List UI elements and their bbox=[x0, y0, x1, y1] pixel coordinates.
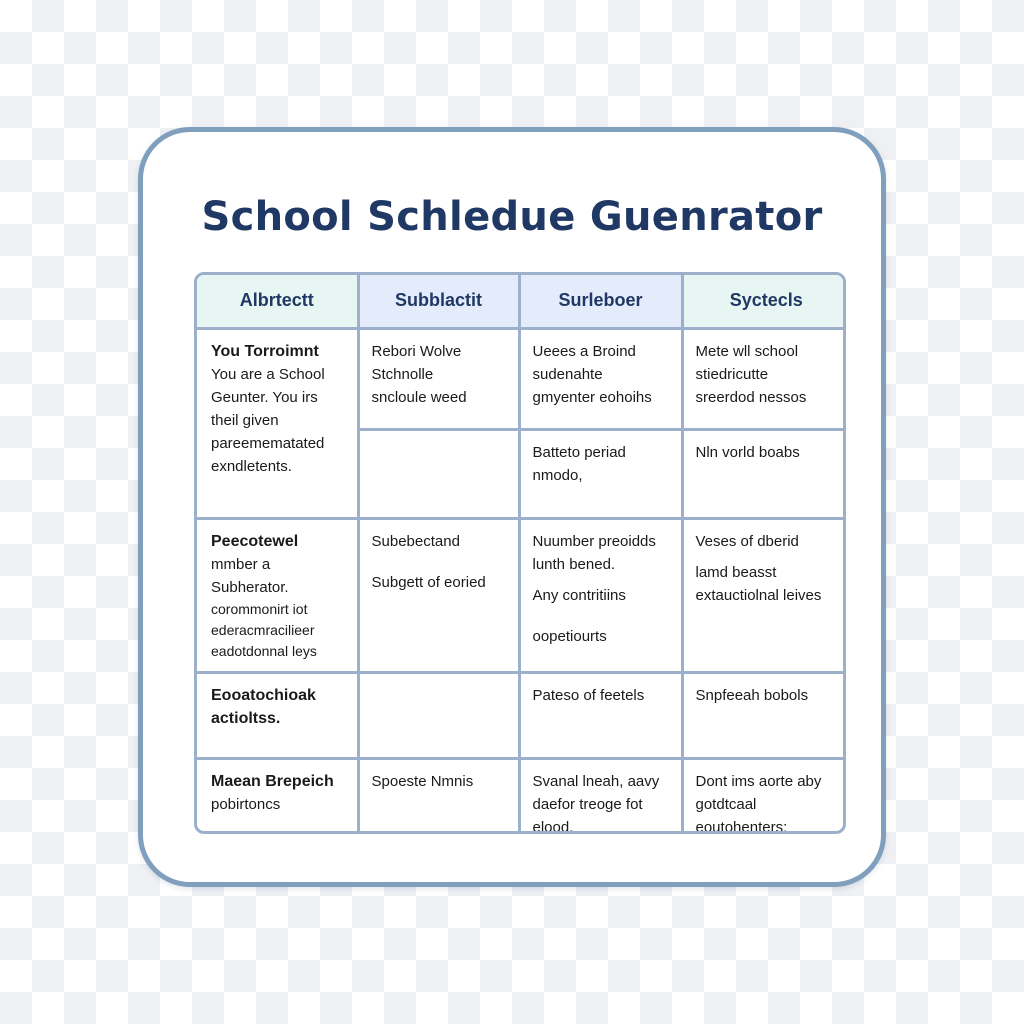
cell-text: oopetiourts bbox=[532, 627, 607, 645]
schedule-card bbox=[138, 127, 886, 887]
table-cell bbox=[519, 429, 682, 518]
table-cell bbox=[519, 328, 682, 429]
table-cell bbox=[682, 429, 846, 518]
table-cell bbox=[519, 672, 682, 758]
cell-text: Geunter. You irs bbox=[211, 388, 318, 406]
cell-text: Dont ims aorte aby bbox=[695, 772, 822, 790]
table-row bbox=[197, 328, 846, 429]
cell-heading: Eooatochioak bbox=[211, 686, 316, 704]
cell-text: Subebectand bbox=[371, 532, 460, 550]
table-cell bbox=[682, 518, 846, 672]
table-cell bbox=[358, 758, 519, 834]
table-cell bbox=[197, 672, 358, 758]
cell-text: lunth bened. bbox=[532, 555, 616, 573]
table-header-row bbox=[197, 275, 846, 328]
cell-text: sncloule weed bbox=[371, 388, 467, 406]
table-cell bbox=[197, 518, 358, 672]
cell-text: theil given bbox=[211, 411, 279, 429]
cell-text: Rebori Wolve bbox=[371, 342, 462, 360]
cell-text: gotdtcaal bbox=[695, 795, 757, 813]
column-header: Albrtectt bbox=[197, 275, 358, 328]
cell-text: Nln vorld boabs bbox=[695, 443, 800, 461]
column-header: Subblactit bbox=[358, 275, 519, 328]
cell-text: nmodo, bbox=[532, 466, 583, 484]
table-cell bbox=[358, 672, 519, 758]
column-header: Syctecls bbox=[682, 275, 846, 328]
cell-text: You are a School bbox=[211, 365, 325, 383]
table-cell bbox=[358, 328, 519, 429]
cell-text: stiedricutte bbox=[695, 365, 769, 383]
cell-text: mmber a bbox=[211, 555, 271, 573]
cell-text: Pateso of feetels bbox=[532, 686, 645, 704]
table-cell bbox=[358, 429, 519, 518]
cell-text: gmyenter eohoihs bbox=[532, 388, 652, 406]
cell-text: Svanal lneah, aavy bbox=[532, 772, 660, 790]
cell-text: sudenahte bbox=[532, 365, 603, 383]
cell-text: Ueees a Broind bbox=[532, 342, 636, 360]
table-cell bbox=[519, 518, 682, 672]
cell-text: lamd beasst bbox=[695, 563, 777, 581]
table-cell bbox=[197, 758, 358, 834]
column-header: Surleboer bbox=[519, 275, 682, 328]
cell-text: daefor treoge fot bbox=[532, 795, 643, 813]
table-row bbox=[197, 758, 846, 834]
table-cell bbox=[519, 758, 682, 834]
cell-text: sreerdod nessos bbox=[695, 388, 807, 406]
table-cell bbox=[358, 518, 519, 672]
table-cell bbox=[197, 328, 358, 518]
table-cell bbox=[682, 672, 846, 758]
cell-text: Snpfeeah bobols bbox=[695, 686, 809, 704]
schedule-table bbox=[194, 272, 846, 834]
cell-text: elood. bbox=[532, 818, 574, 834]
cell-heading: You Torroimnt bbox=[211, 342, 319, 360]
table-cell bbox=[682, 758, 846, 834]
cell-text: Spoeste Nmnis bbox=[371, 772, 474, 790]
cell-text: eadotdonnal leys bbox=[211, 642, 317, 659]
cell-heading: Maean Brepeich bbox=[211, 772, 334, 790]
cell-text: pobirtoncs bbox=[211, 795, 281, 813]
cell-text: exndletents. bbox=[211, 457, 292, 475]
cell-text: eoutohenters: bbox=[695, 818, 788, 834]
cell-text: Subherator. bbox=[211, 578, 289, 596]
cell-heading: Peecotewel bbox=[211, 532, 299, 550]
page-title: School Schledue Guenrator bbox=[201, 194, 823, 240]
cell-heading: actioltss. bbox=[211, 709, 281, 727]
table-row bbox=[197, 672, 846, 758]
cell-text: Veses of dberid bbox=[695, 532, 799, 550]
cell-text: Any contritiins bbox=[532, 586, 626, 604]
cell-text: Batteto periad bbox=[532, 443, 626, 461]
table-cell bbox=[682, 328, 846, 429]
cell-text: extauctiolnal leives bbox=[695, 586, 822, 604]
cell-text: ederacmracilieer bbox=[211, 621, 315, 638]
table-row bbox=[197, 518, 846, 672]
cell-text: pareemematated bbox=[211, 434, 325, 452]
cell-text: Nuumber preoidds bbox=[532, 532, 656, 550]
cell-text: Stchnolle bbox=[371, 365, 434, 383]
cell-text: corommonirt iot bbox=[211, 600, 308, 617]
cell-text: Subgett of eoried bbox=[371, 573, 486, 591]
cell-text: Mete wll school bbox=[695, 342, 799, 360]
